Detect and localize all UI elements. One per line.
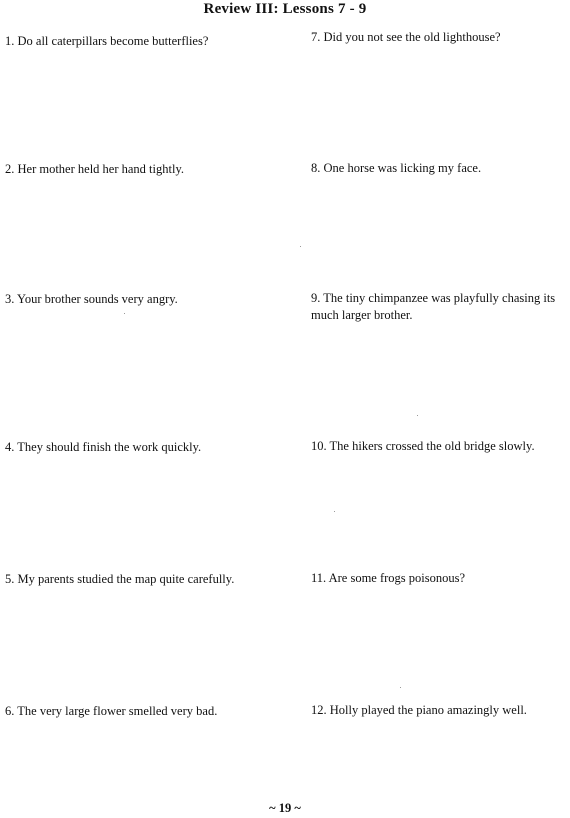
sentence-item (311, 290, 569, 324)
sentence-item (311, 160, 569, 177)
scan-speck (417, 415, 418, 416)
sentence-item (311, 570, 569, 587)
sentence-item (311, 702, 569, 719)
sentence-item (5, 703, 285, 720)
item-number: 10. (311, 439, 327, 453)
item-text: The very large flower smelled very bad. (17, 704, 218, 718)
scan-speck (300, 246, 301, 247)
sentence-item (5, 291, 285, 308)
item-text: Holly played the piano amazingly well. (329, 703, 527, 717)
item-number: 8. (311, 161, 321, 175)
item-number: 1. (5, 34, 15, 48)
item-text: One horse was licking my face. (323, 161, 482, 175)
sentence-item (5, 161, 285, 178)
scan-speck (400, 687, 401, 688)
sentence-item (5, 33, 285, 50)
item-number: 2. (5, 162, 15, 176)
sentence-item (5, 439, 285, 456)
sentence-item (311, 438, 569, 455)
sentence-item (5, 571, 285, 588)
item-number: 4. (5, 440, 15, 454)
scan-speck (124, 313, 125, 314)
item-text: Her mother held her hand tightly. (17, 162, 185, 176)
item-number: 3. (5, 292, 15, 306)
page-title: Review III: Lessons 7 - 9 (203, 1, 367, 17)
item-number: 12. (311, 703, 327, 717)
sentence-item (311, 29, 569, 46)
item-text: The tiny chimpanzee was playfully chasing its much larger brother. (311, 291, 556, 322)
item-text: Are some frogs poisonous? (328, 571, 466, 585)
item-text: Do all caterpillars become butterflies? (17, 34, 209, 48)
item-number: 5. (5, 572, 15, 586)
page-number: ~ 19 ~ (269, 801, 301, 815)
item-text: Your brother sounds very angry. (17, 292, 178, 306)
item-text: My parents studied the map quite carefully. (17, 572, 235, 586)
item-text: Did you not see the old lighthouse? (323, 30, 501, 44)
item-number: 11. (311, 571, 327, 585)
item-number: 6. (5, 704, 15, 718)
item-number: 7. (311, 30, 321, 44)
item-text: They should finish the work quickly. (17, 440, 202, 454)
item-number: 9. (311, 291, 321, 305)
item-text: The hikers crossed the old bridge slowly. (329, 439, 535, 453)
scan-speck (334, 511, 335, 512)
